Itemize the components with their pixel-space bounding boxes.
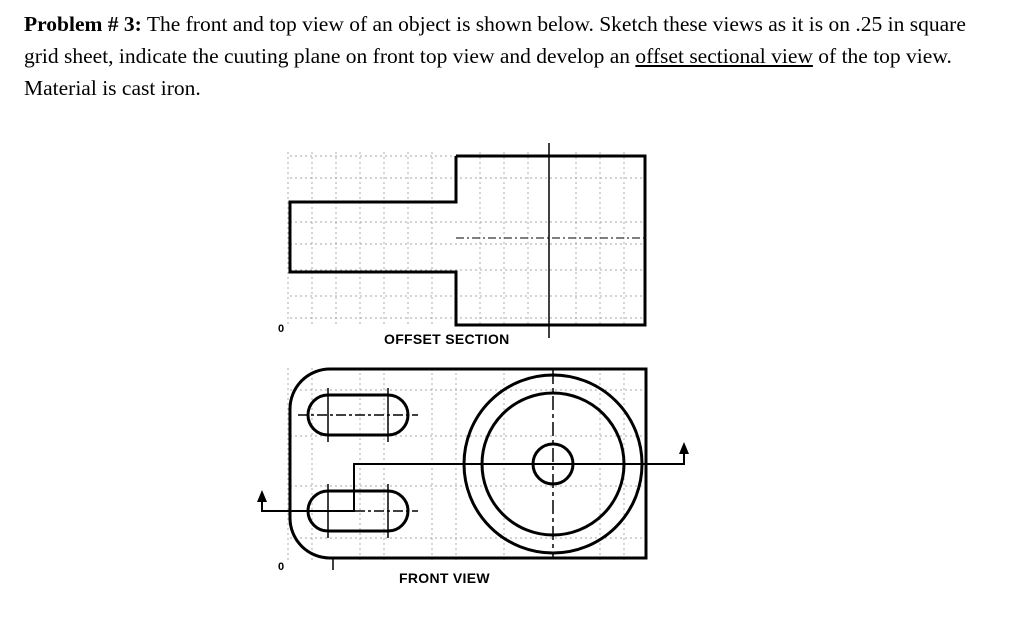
origin-label-top: 0 (278, 323, 285, 335)
cutting-plane-arrow-left (257, 490, 267, 502)
top-view-title: OFFSET SECTION (384, 331, 510, 347)
origin-label-bottom: 0 (278, 561, 285, 573)
problem-text-part1: The front and top view of an object is shown below. Sketch these views as it is on .25 in square grid sheet, indicate the cuuting plane on front top view and develop an (24, 12, 966, 68)
problem-number: Problem # 3: (24, 12, 142, 36)
top-view-outline (290, 156, 645, 325)
cutting-plane-arrow-right (679, 442, 689, 454)
problem-text-part2: of the top view. Material is cast iron. (24, 44, 952, 100)
front-view-title: FRONT VIEW (399, 570, 490, 586)
offset-sectional-view-term: offset sectional view (635, 44, 813, 68)
